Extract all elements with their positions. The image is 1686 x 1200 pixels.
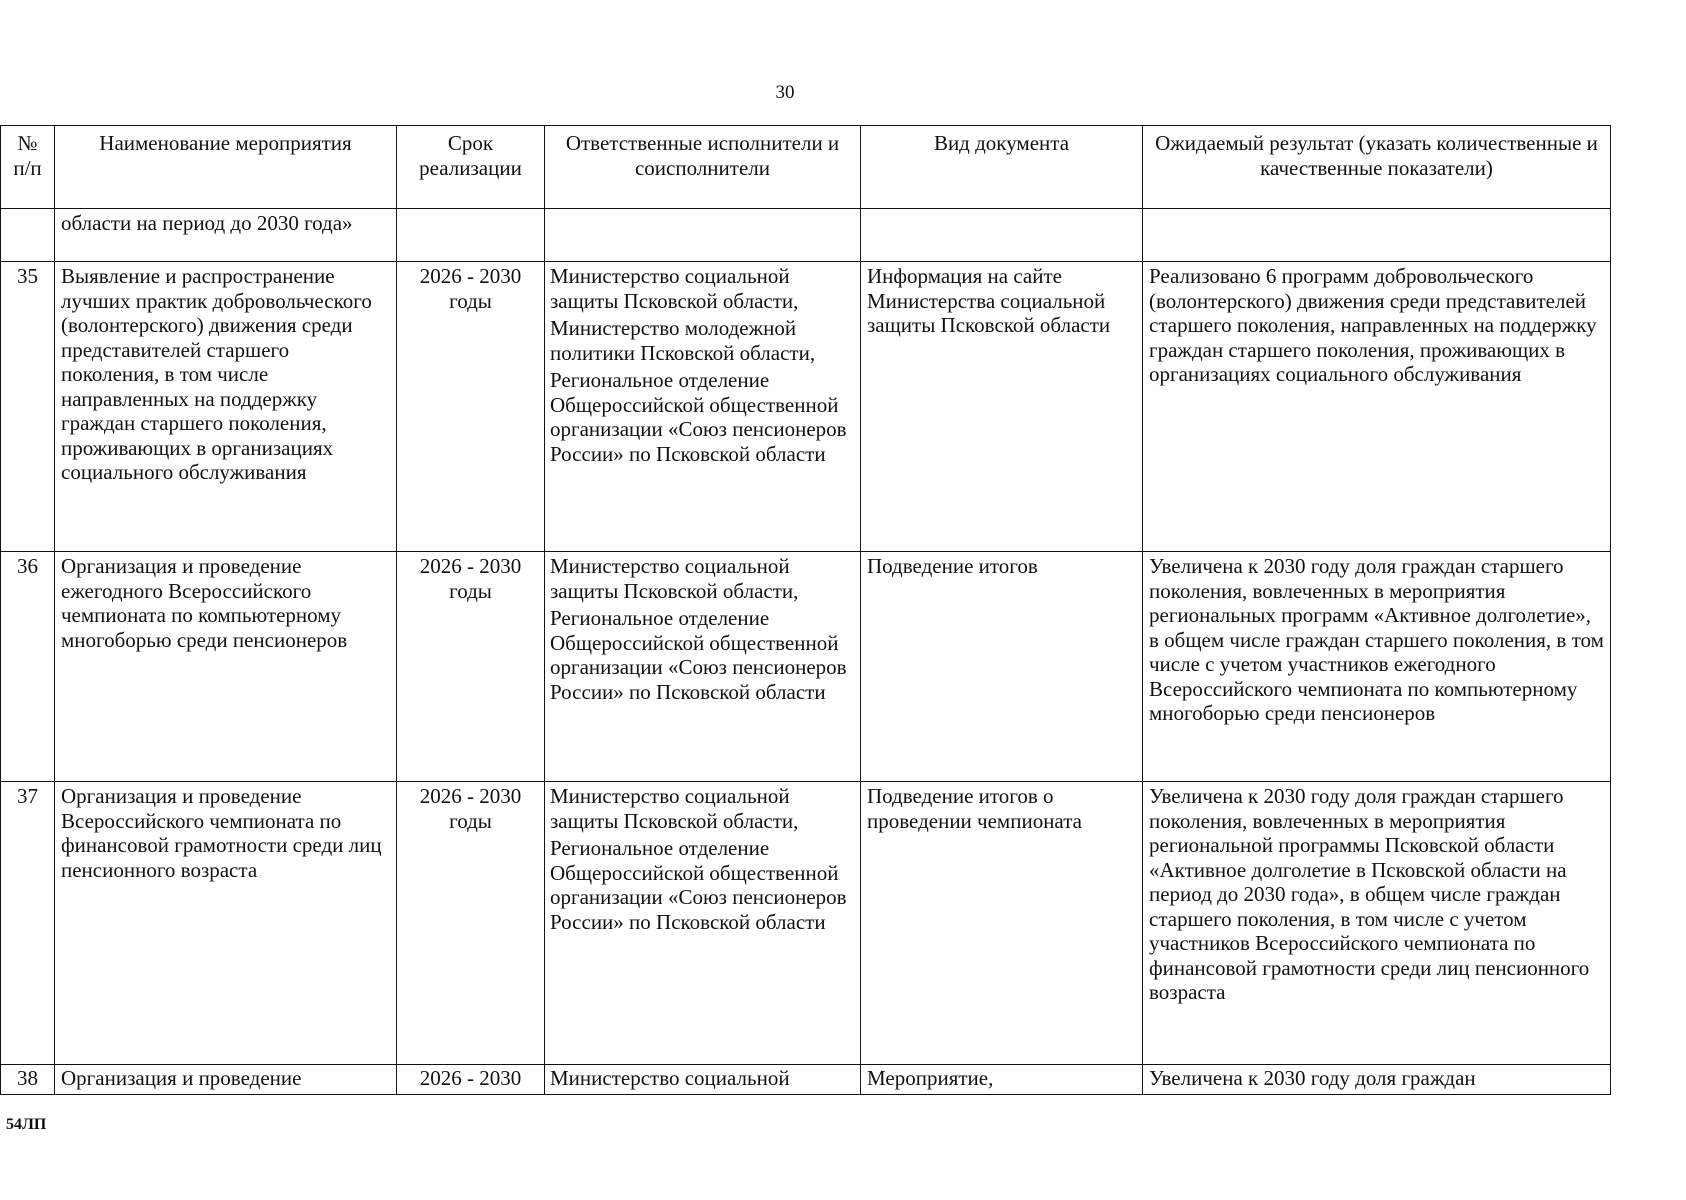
cell-name: Организация и проведение — [55, 1065, 397, 1095]
header-term: Срок реализации — [397, 126, 545, 209]
cell-term: 2026 - 2030 — [397, 1065, 545, 1095]
executor-line: Региональное отделение Общероссийской общественной организации «Союз пенсионеров России» по Псковской области — [550, 368, 847, 466]
cell-term: 2026 - 2030 годы — [397, 262, 545, 552]
cell-term: 2026 - 2030 годы — [397, 552, 545, 782]
executor-line: Министерство социальной защиты Псковской области, — [550, 264, 799, 313]
header-doc: Вид документа — [861, 126, 1143, 209]
executor-line: Министерство социальной — [550, 1066, 790, 1090]
cell-term — [397, 209, 545, 262]
header-name: Наименование мероприятия — [55, 126, 397, 209]
table-row — [1, 782, 1611, 1065]
cell-term: 2026 - 2030 годы — [397, 782, 545, 1065]
cell-name: области на период до 2030 года» — [55, 209, 397, 262]
executor-line: Министерство социальной защиты Псковской области, — [550, 554, 799, 603]
header-result: Ожидаемый результат (указать количественные и качественные показатели) — [1143, 126, 1611, 209]
cell-doc: Информация на сайте Министерства социальной защиты Псковской области — [861, 262, 1143, 552]
cell-executors — [545, 552, 861, 782]
cell-num: 38 — [1, 1065, 55, 1095]
cell-result: Увеличена к 2030 году доля граждан — [1143, 1065, 1611, 1095]
cell-doc: Подведение итогов о проведении чемпионата — [861, 782, 1143, 1065]
cell-result: Увеличена к 2030 году доля граждан старшего поколения, вовлеченных в мероприятия региональных программ «Активное долголетие», в общем числе граждан старшего поколения, в том числе с учетом участников ежегодного Всероссийского чемпионата по компьютерному многоборью среди пенсионеров — [1143, 552, 1611, 782]
page-number: 30 — [775, 82, 795, 103]
cell-result — [1143, 209, 1611, 262]
cell-num: 35 — [1, 262, 55, 552]
table-row — [1, 262, 1611, 552]
cell-executors — [545, 782, 861, 1065]
cell-doc: Подведение итогов — [861, 552, 1143, 782]
cell-num: 37 — [1, 782, 55, 1065]
cell-result: Увеличена к 2030 году доля граждан старшего поколения, вовлеченных в мероприятия региональной программы Псковской области «Активное долголетие в Псковской области на период до 2030 года», в общем числе граждан старшего поколения, в том числе с учетом участников Всероссийского чемпионата по финансовой грамотности среди лиц пенсионного возраста — [1143, 782, 1611, 1065]
cell-result: Реализовано 6 программ добровольческого (волонтерского) движения среди представителей старшего поколения, направленных на поддержку граждан старшего поколения, проживающих в организациях социального обслуживания — [1143, 262, 1611, 552]
document-code: 54ЛП — [6, 1116, 47, 1133]
executor-line: Региональное отделение Общероссийской общественной организации «Союз пенсионеров России» по Псковской области — [550, 836, 847, 934]
executor-line: Министерство молодежной политики Псковской области, — [550, 316, 816, 365]
executor-line: Региональное отделение Общероссийской общественной организации «Союз пенсионеров России» по Псковской области — [550, 606, 847, 704]
table-row — [1, 552, 1611, 782]
cell-executors — [545, 1065, 861, 1095]
cell-num — [1, 209, 55, 262]
cell-executors — [545, 209, 861, 262]
cell-num: 36 — [1, 552, 55, 782]
table-row — [1, 1065, 1611, 1095]
cell-doc — [861, 209, 1143, 262]
header-executors: Ответственные исполнители и соисполнители — [545, 126, 861, 209]
measures-table — [0, 125, 1611, 1095]
cell-doc: Мероприятие, — [861, 1065, 1143, 1095]
cell-executors — [545, 262, 861, 552]
cell-name: Выявление и распространение лучших практик добровольческого (волонтерского) движения среди представителей старшего поколения, в том числе направленных на поддержку граждан старшего поколения, проживающих в организациях социального обслуживания — [55, 262, 397, 552]
cell-name: Организация и проведение ежегодного Всероссийского чемпионата по компьютерному многоборью среди пенсионеров — [55, 552, 397, 782]
executor-line: Министерство социальной защиты Псковской области, — [550, 784, 799, 833]
header-num: № п/п — [1, 126, 55, 209]
table-row-continuation — [1, 209, 1611, 262]
table-header-row — [1, 126, 1611, 209]
cell-name: Организация и проведение Всероссийского чемпионата по финансовой грамотности среди лиц пенсионного возраста — [55, 782, 397, 1065]
